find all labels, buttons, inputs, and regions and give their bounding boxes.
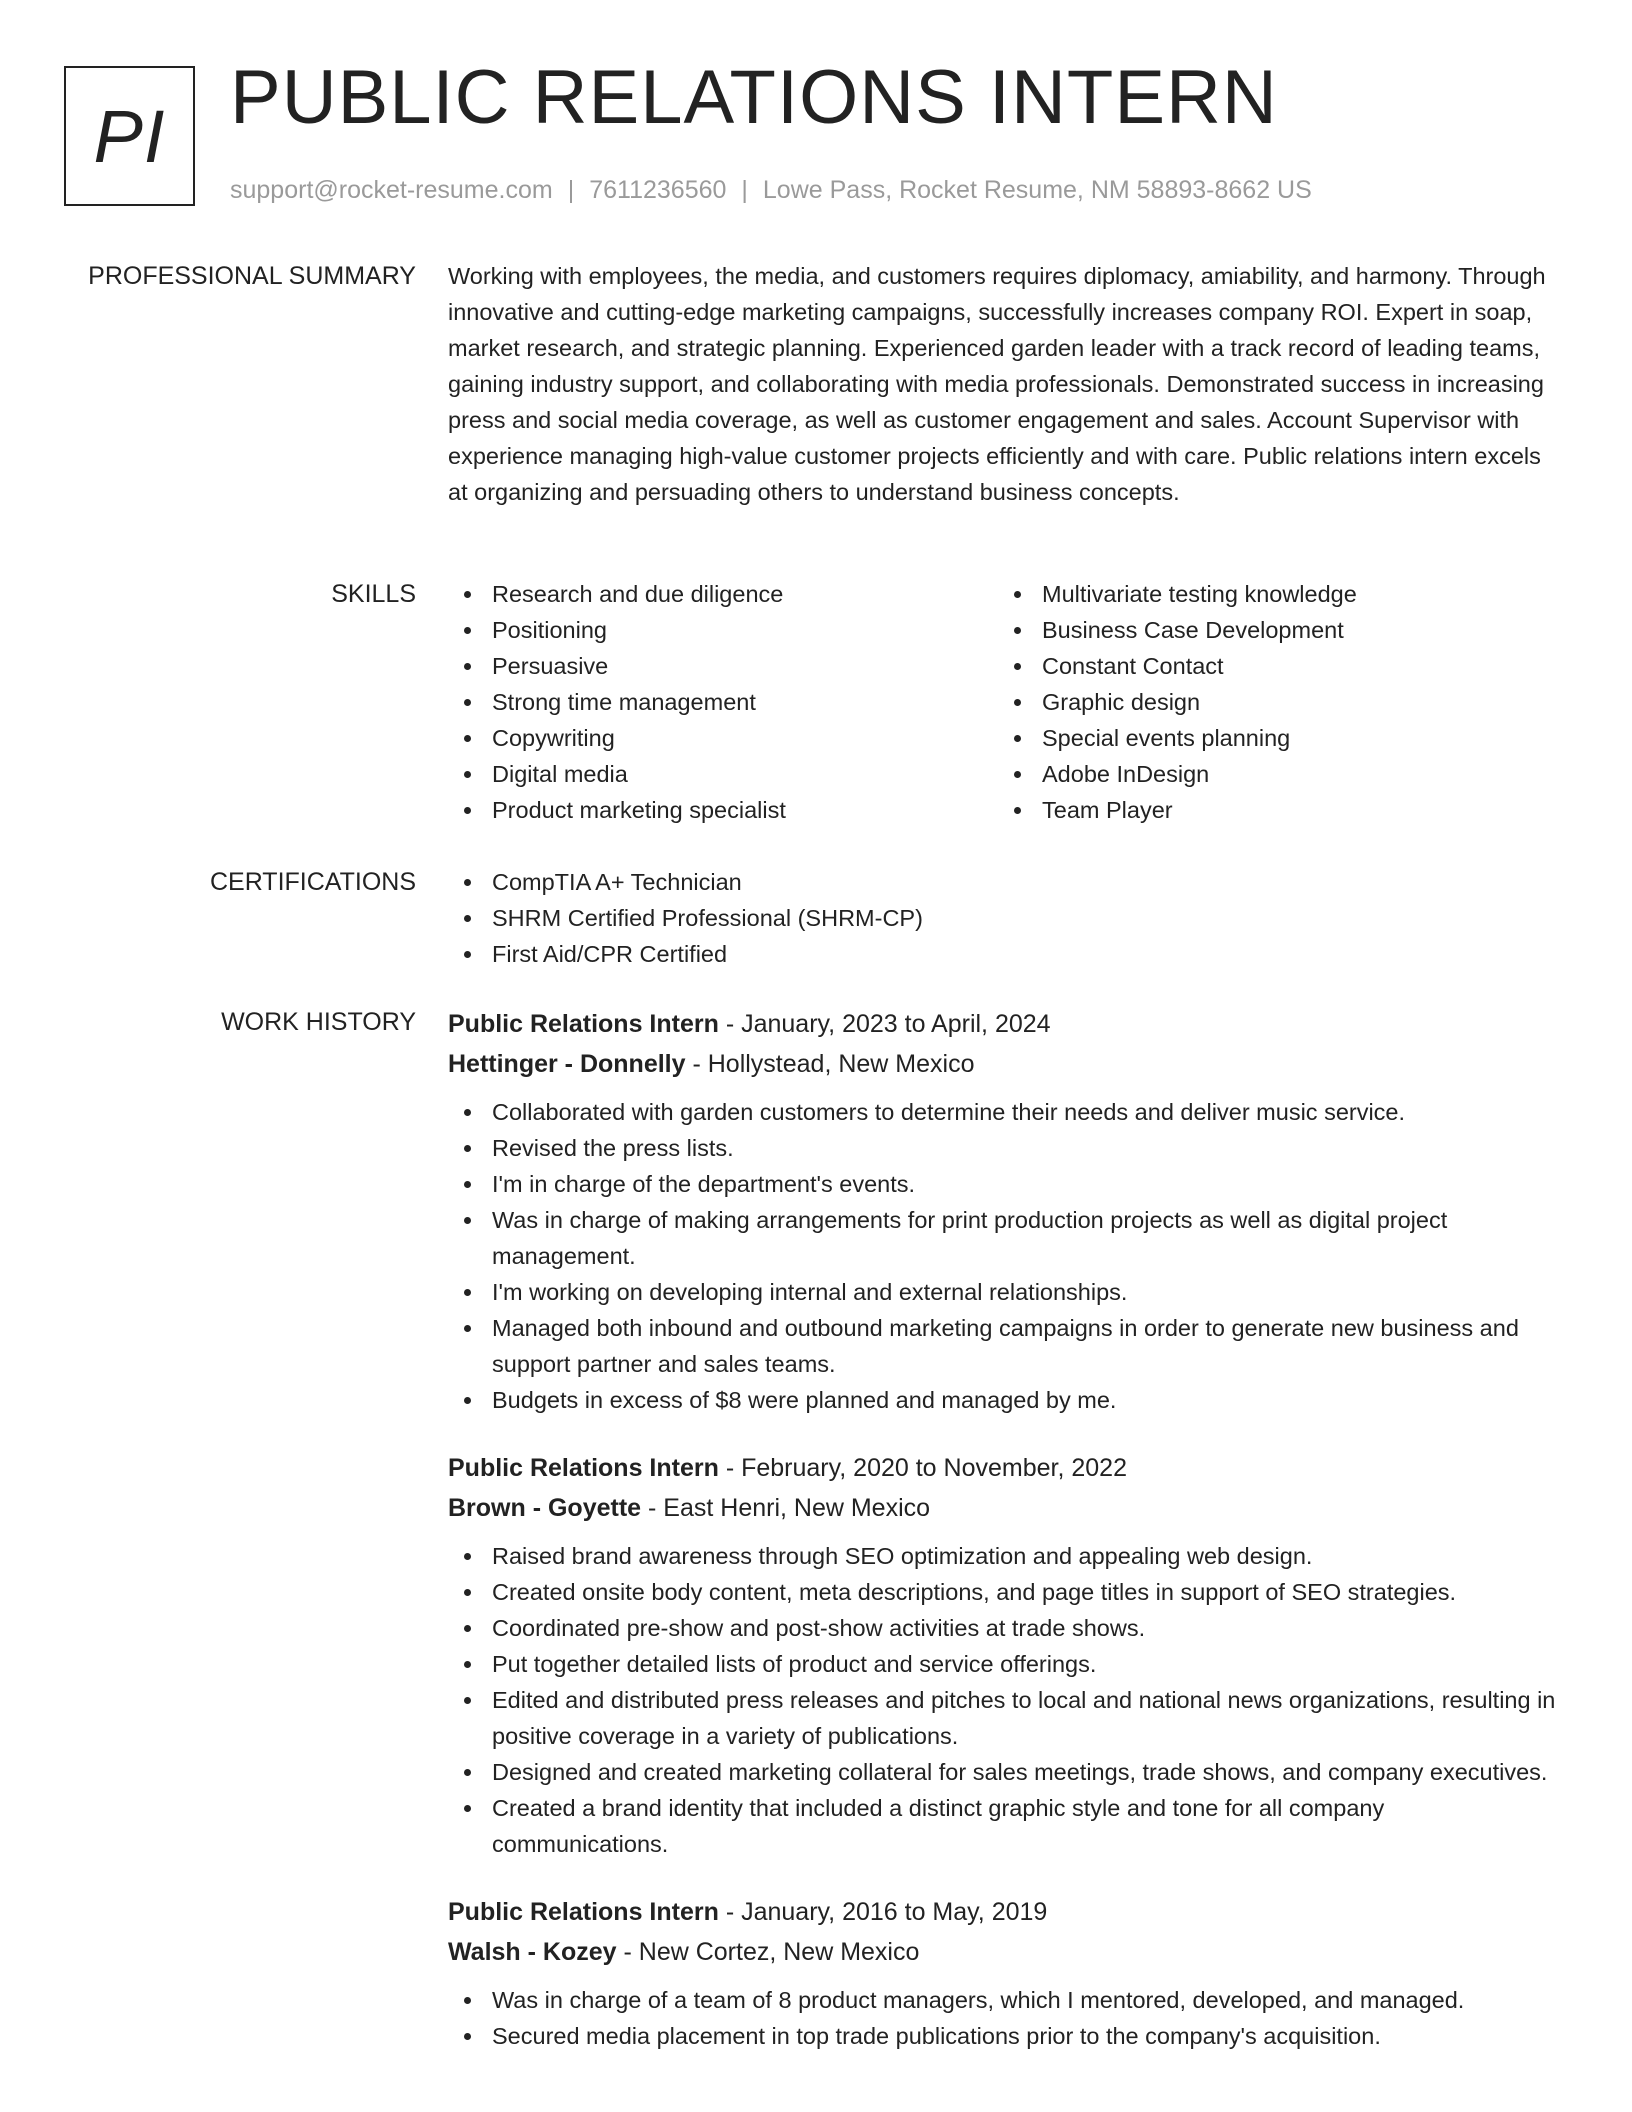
list-item: Was in charge of making arrangements for print production projects as well as digital project management.: [448, 1202, 1558, 1274]
list-item: Research and due diligence: [448, 576, 998, 612]
list-item: Strong time management: [448, 684, 998, 720]
job-location: - Hollystead, New Mexico: [685, 1050, 975, 1078]
contact-phone: 7611236560: [589, 176, 727, 204]
list-item: Copywriting: [448, 720, 998, 756]
job-company: Brown - Goyette: [448, 1494, 642, 1522]
contact-email: support@rocket-resume.com: [230, 176, 553, 204]
list-item: Designed and created marketing collateral for sales meetings, trade shows, and company executives.: [448, 1754, 1558, 1790]
list-item: Digital media: [448, 756, 998, 792]
list-item: Team Player: [998, 792, 1548, 828]
job-bullet-list: [448, 1538, 1558, 1862]
candidate-name: PUBLIC RELATIONS INTERN: [230, 55, 1278, 140]
list-item: CompTIA A+ Technician: [448, 864, 1558, 900]
list-item: Coordinated pre-show and post-show activities at trade shows.: [448, 1610, 1558, 1646]
job-title-line: [448, 1892, 1558, 1932]
list-item: Created onsite body content, meta descriptions, and page titles in support of SEO strategies.: [448, 1574, 1558, 1610]
job-company-line: [448, 1932, 1558, 1972]
job-title: Public Relations Intern: [448, 1898, 719, 1926]
list-item: Revised the press lists.: [448, 1130, 1558, 1166]
list-item: Adobe InDesign: [998, 756, 1548, 792]
list-item: Special events planning: [998, 720, 1548, 756]
certifications-heading: CERTIFICATIONS: [209, 868, 416, 896]
list-item: I'm in charge of the department's events.: [448, 1166, 1558, 1202]
list-item: Secured media placement in top trade publications prior to the company's acquisition.: [448, 2018, 1558, 2054]
list-item: Multivariate testing knowledge: [998, 576, 1548, 612]
list-item: Persuasive: [448, 648, 998, 684]
contact-separator: |: [741, 176, 748, 204]
contact-separator: |: [567, 176, 575, 204]
job-title-line: [448, 1448, 1558, 1488]
list-item: Edited and distributed press releases and pitches to local and national news organizations, resulting in positive coverage in a variety of publications.: [448, 1682, 1558, 1754]
job-company: Walsh - Kozey: [448, 1938, 617, 1966]
job-title: Public Relations Intern: [448, 1454, 719, 1482]
skills-list-left: [448, 576, 998, 828]
job-title-line: [448, 1004, 1558, 1044]
job-entry: [448, 1004, 1558, 1418]
job-bullet-list: [448, 1982, 1558, 2054]
contact-line: [230, 176, 1312, 205]
job-dates: - February, 2020 to November, 2022: [718, 1454, 1127, 1482]
job-company-line: [448, 1488, 1558, 1528]
list-item: Was in charge of a team of 8 product managers, which I mentored, developed, and managed.: [448, 1982, 1558, 2018]
work-history-body: [448, 1004, 1558, 2084]
summary-text: Working with employees, the media, and customers requires diplomacy, amiability, and harmony. Through innovative and cutting-edge marketing campaigns, successfully increases company ROI. Expert in soap, market research, and strategic planning. Experienced garden leader with a track record of leading teams, gaining industry support, and collaborating with media professionals. Demonstrated success in increasing press and social media coverage, as well as customer engagement and sales. Account Supervisor with experience managing high-value customer projects efficiently and with care. Public relations intern excels at organizing and persuading others to understand business concepts.: [448, 263, 1546, 505]
list-item: Raised brand awareness through SEO optimization and appealing web design.: [448, 1538, 1558, 1574]
job-location: - New Cortez, New Mexico: [616, 1938, 920, 1966]
list-item: Constant Contact: [998, 648, 1548, 684]
job-title: Public Relations Intern: [448, 1010, 719, 1038]
summary-heading: PROFESSIONAL SUMMARY: [88, 262, 416, 290]
list-item: Business Case Development: [998, 612, 1548, 648]
skills-list-right: [998, 576, 1548, 828]
job-company-line: [448, 1044, 1558, 1084]
list-item: SHRM Certified Professional (SHRM-CP): [448, 900, 1558, 936]
job-location: - East Henri, New Mexico: [641, 1494, 931, 1522]
skills-body: [448, 576, 1558, 828]
list-item: Graphic design: [998, 684, 1548, 720]
job-bullet-list: [448, 1094, 1558, 1418]
contact-address: Lowe Pass, Rocket Resume, NM 58893-8662 US: [762, 176, 1312, 204]
initials-monogram: [64, 66, 195, 206]
list-item: Managed both inbound and outbound marketing campaigns in order to generate new business and support partner and sales teams.: [448, 1310, 1558, 1382]
list-item: Positioning: [448, 612, 998, 648]
certifications-body: [448, 864, 1558, 972]
list-item: Put together detailed lists of product and service offerings.: [448, 1646, 1558, 1682]
job-dates: - January, 2023 to April, 2024: [718, 1010, 1051, 1038]
list-item: Budgets in excess of $8 were planned and managed by me.: [448, 1382, 1558, 1418]
list-item: Created a brand identity that included a distinct graphic style and tone for all company communications.: [448, 1790, 1558, 1862]
initials-text: PI: [93, 94, 166, 178]
list-item: Collaborated with garden customers to determine their needs and deliver music service.: [448, 1094, 1558, 1130]
skills-heading: SKILLS: [331, 580, 416, 608]
job-entry: [448, 1892, 1558, 2054]
list-item: First Aid/CPR Certified: [448, 936, 1558, 972]
job-entry: [448, 1448, 1558, 1862]
work-history-heading: WORK HISTORY: [221, 1008, 416, 1036]
list-item: Product marketing specialist: [448, 792, 998, 828]
list-item: I'm working on developing internal and external relationships.: [448, 1274, 1558, 1310]
summary-body: [448, 258, 1558, 510]
job-company: Hettinger - Donnelly: [448, 1050, 686, 1078]
certifications-list: [448, 864, 1558, 972]
job-dates: - January, 2016 to May, 2019: [718, 1898, 1048, 1926]
